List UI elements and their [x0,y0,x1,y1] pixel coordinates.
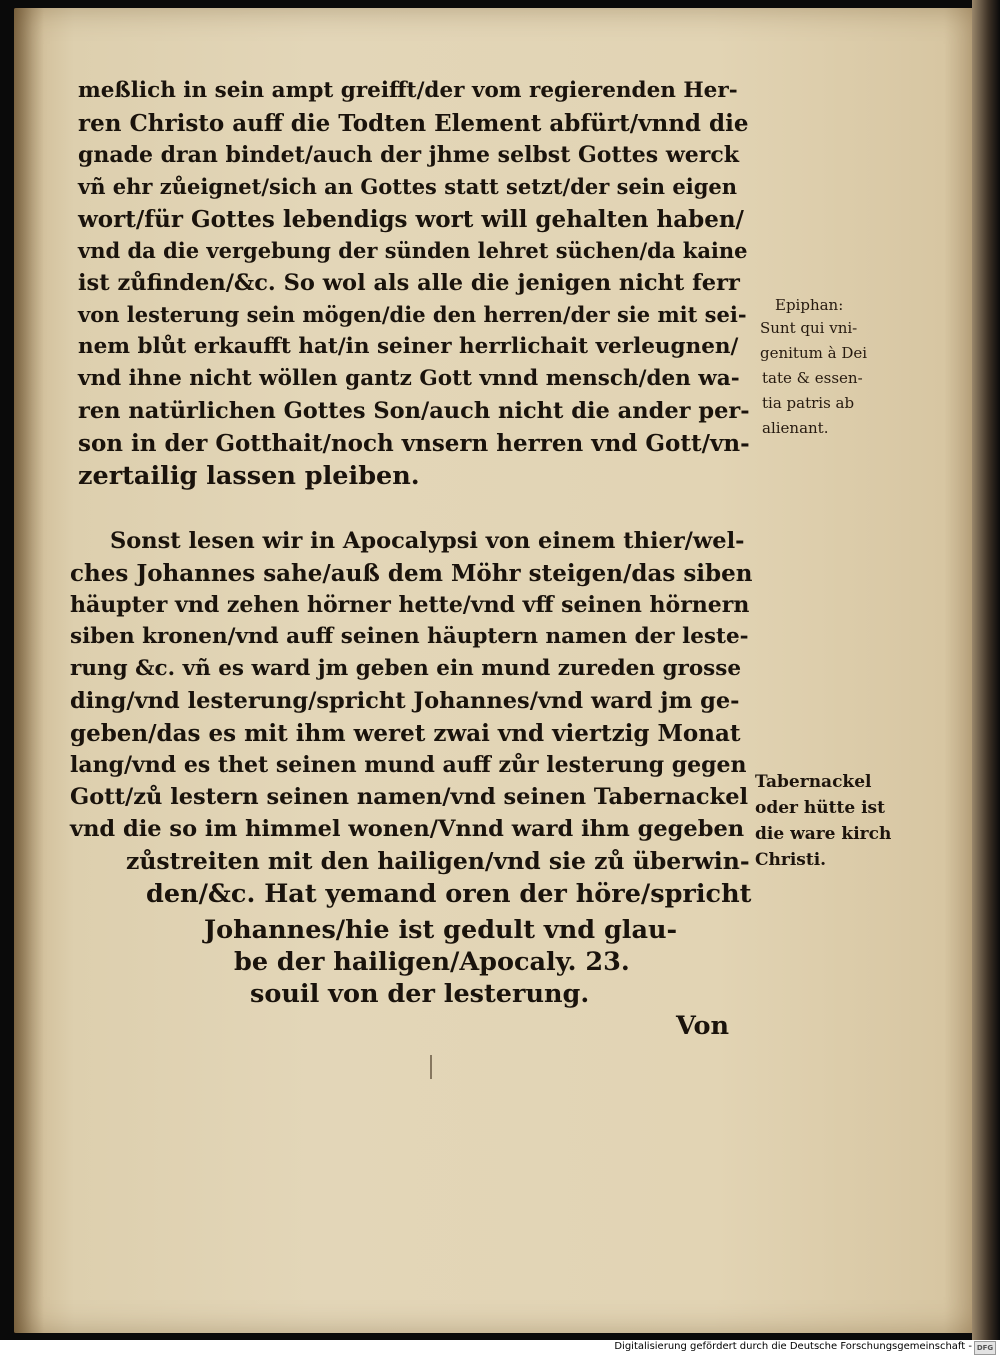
margin-line: oder hütte ist [755,798,885,818]
margin-line: Tabernackel [755,772,872,792]
margin-line: Sunt qui vni- [760,319,858,337]
text-line: häupter vnd zehen hörner hette/vnd vff seinen hörnern [70,592,750,618]
text-line: geben/das es mit ihm weret zwai vnd viertzig Monat [70,720,741,747]
text-line: lang/vnd es thet seinen mund auff zůr lesterung gegen [70,752,747,778]
text-line: wort/für Gottes lebendigs wort will gehalten haben/ [78,206,744,233]
text-line: Gott/zů lestern seinen namen/vnd seinen Tabernackel [70,784,749,810]
ink-mark [430,1055,432,1079]
text-line: son in der Gotthait/noch vnsern herren vnd Gott/vn- [78,430,750,457]
margin-line: alienant. [762,419,829,437]
text-line: Johannes/hie ist gedult vnd glau- [204,915,678,945]
text-line: gnade dran bindet/auch der jhme selbst Gottes werck [78,142,740,168]
margin-line: genitum à Dei [760,344,868,362]
text-line: ren natürlichen Gottes Son/auch nicht die ander per- [78,398,750,424]
text-line: vnd da die vergebung der sünden lehret süchen/da kaine [78,238,748,263]
funding-credit: Digitalisierung gefördert durch die Deutsche Forschungsgemeinschaft - [614,1341,972,1352]
catchword: Von [676,1011,729,1041]
text-line: von lesterung sein mögen/die den herren/der sie mit sei- [78,302,747,327]
margin-line: tate & essen- [762,369,863,387]
text-line: be der hailigen/Apocaly. 23. [234,947,630,977]
text-line: ren Christo auff die Todten Element abfürt/vnnd die [78,110,749,137]
dfg-logo-icon [974,1341,996,1355]
text-line: Sonst lesen wir in Apocalypsi von einem thier/wel- [110,528,745,554]
dfg-logo-text: DFG [976,1344,994,1352]
text-line: vñ ehr zůeignet/sich an Gottes statt setzt/der sein eigen [78,174,738,199]
page-edge [972,0,1000,1340]
margin-line: tia patris ab [762,394,855,412]
text-line: zůstreiten mit den hailigen/vnd sie zů überwin- [126,847,750,875]
text-line: meßlich in sein ampt greifft/der vom regierenden Her- [78,78,738,103]
text-line: zertailig lassen pleiben. [78,461,420,491]
margin-line: Epiphan: [775,296,844,314]
footer-bar [0,1340,1000,1355]
page-gutter-shadow [14,8,44,1333]
text-line: ches Johannes sahe/auß dem Möhr steigen/das siben [70,560,753,587]
text-line: siben kronen/vnd auff seinen häuptern namen der leste- [70,624,749,649]
text-line: vnd ihne nicht wöllen gantz Gott vnnd mensch/den wa- [78,366,740,391]
text-line: den/&c. Hat yemand oren der höre/spricht [146,879,752,909]
text-line: rung &c. vñ es ward jm geben ein mund zureden grosse [70,656,742,681]
margin-line: die ware kirch [755,824,892,844]
text-line: nem blůt erkaufft hat/in seiner herrlichait verleugnen/ [78,334,739,359]
margin-line: Christi. [755,850,827,870]
text-line: ding/vnd lesterung/spricht Johannes/vnd ward jm ge- [70,688,740,714]
text-line: ist zůfinden/&c. So wol als alle die jenigen nicht ferr [78,270,740,296]
text-line: souil von der lesterung. [250,979,590,1009]
text-line: vnd die so im himmel wonen/Vnnd ward ihm gegeben [70,816,745,842]
